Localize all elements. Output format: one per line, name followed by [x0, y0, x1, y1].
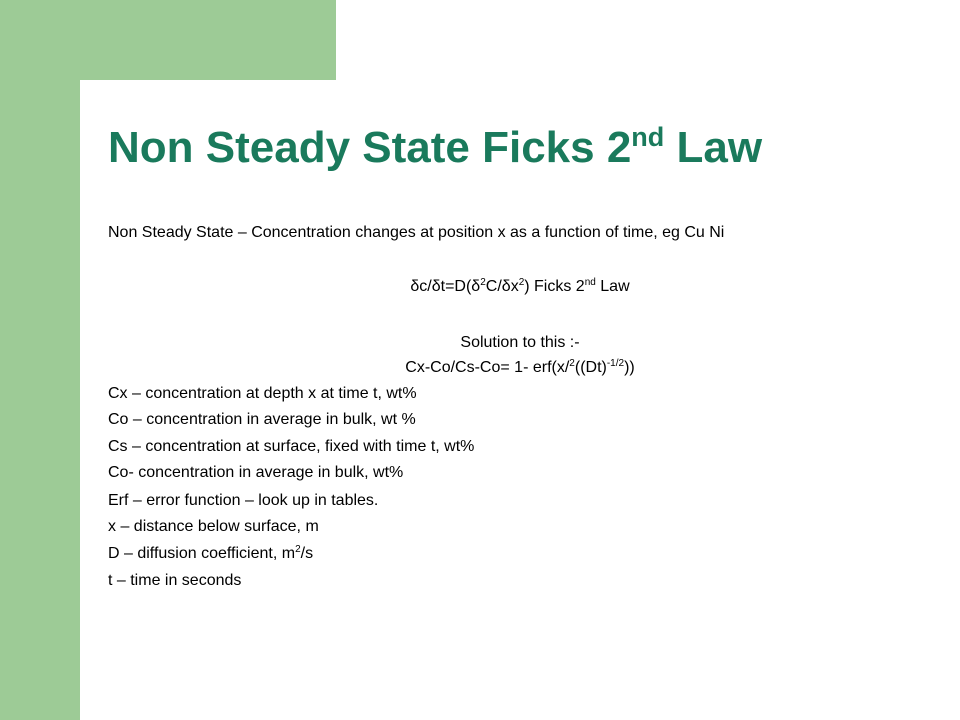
definition-erf: Erf – error function – look up in tables.	[108, 492, 379, 509]
solution-part-3: ))	[624, 359, 635, 376]
equation-part-3: ) Ficks 2	[524, 278, 585, 295]
solution-label: Solution to this :-	[460, 334, 580, 351]
definition-cx: Cx – concentration at depth x at time t, wt%	[108, 385, 417, 402]
definition-co-2: Co- concentration in average in bulk, wt%	[108, 464, 404, 481]
solution-part-1: Cx-Co/Cs-Co= 1- erf(x/	[405, 359, 570, 376]
equation-sup-2: 2	[518, 277, 525, 288]
definition-t: t – time in seconds	[108, 572, 242, 589]
solution-part-2: ((Dt)	[574, 359, 607, 376]
left-accent-bar	[0, 0, 80, 720]
definition-d-sup: 2	[295, 544, 301, 555]
definition-d-end: /s	[300, 545, 314, 562]
equation-part-2: C/δx	[485, 278, 519, 295]
top-accent-tab	[80, 0, 336, 80]
equation-part-1: δc/δt=D(δ	[410, 278, 481, 295]
title-main: Non Steady State Ficks 2	[108, 123, 632, 172]
definition-cs: Cs – concentration at surface, fixed with time t, wt%	[108, 438, 475, 455]
intro-text: Non Steady State – Concentration changes at position x as a function of time, eg Cu Ni	[108, 224, 725, 241]
title-superscript: nd	[631, 122, 665, 152]
title-end: Law	[664, 123, 763, 172]
solution-sup-2: -1/2	[606, 358, 625, 369]
definition-d	[108, 544, 313, 564]
solution-equation	[80, 358, 960, 378]
definition-d-text: D – diffusion coefficient, m	[108, 545, 296, 562]
equation-sup-3: nd	[584, 277, 596, 288]
equation-part-4: Law	[595, 278, 630, 295]
solution-sup-1: 2	[569, 358, 575, 369]
ficks-equation	[80, 277, 960, 297]
definition-x: x – distance below surface, m	[108, 518, 319, 535]
equation-sup-1: 2	[480, 277, 486, 288]
slide-title	[108, 118, 762, 178]
definition-co: Co – concentration in average in bulk, wt %	[108, 411, 416, 428]
